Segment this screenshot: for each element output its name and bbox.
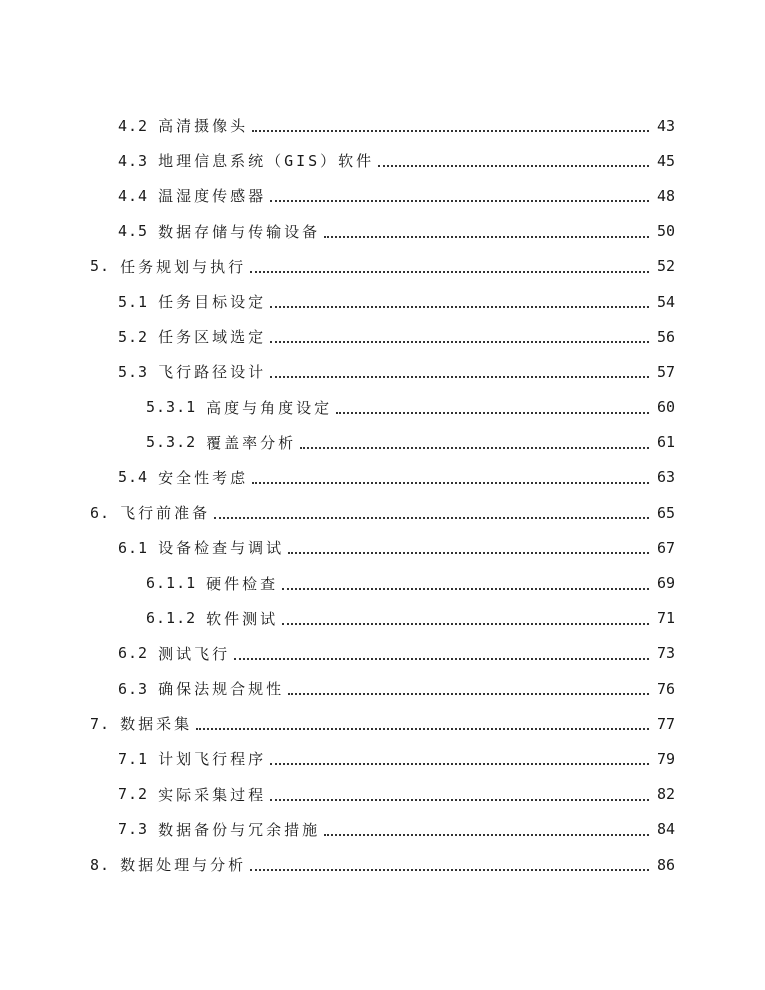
dot-leader [270,305,649,308]
toc-entry-title: 任务规划与执行 [120,257,247,276]
toc-entry-title: 确保法规合规性 [158,680,285,699]
dot-leader [234,657,649,660]
toc-entry[interactable] [0,354,765,389]
toc-entry[interactable] [0,671,765,706]
toc-entry[interactable] [0,460,765,495]
dot-leader [288,692,649,695]
toc-entry-number: 4.2 [118,116,149,135]
toc-entry[interactable] [0,425,765,460]
toc-entry-page: 56 [656,327,675,346]
dot-leader [270,199,649,202]
toc-entry-number: 6.2 [118,644,149,663]
toc-entry[interactable] [0,636,765,671]
toc-entry-page: 54 [656,292,675,311]
table-of-contents [0,108,765,882]
toc-entry-page: 86 [656,855,675,874]
toc-entry-page: 77 [656,714,675,733]
toc-entry-number: 6.1 [118,538,149,557]
toc-entry-number: 4.5 [118,222,149,241]
toc-entry-title: 任务区域选定 [158,328,267,347]
toc-entry-title: 数据备份与冗余措施 [158,820,321,839]
toc-entry-page: 50 [656,222,675,241]
toc-entry-page: 69 [656,574,675,593]
toc-entry-title: 地理信息系统（GIS）软件 [158,152,375,171]
toc-entry-number: 5.3 [118,362,149,381]
toc-entry-number: 5.3.1 [146,398,197,417]
toc-entry-title: 硬件检查 [206,574,279,593]
toc-entry[interactable] [0,741,765,776]
dot-leader [300,446,649,449]
toc-entry-title: 任务目标设定 [158,293,267,312]
dot-leader [270,340,649,343]
toc-entry-title: 测试飞行 [158,644,231,663]
toc-entry[interactable] [0,565,765,600]
toc-entry[interactable] [0,777,765,812]
toc-entry-page: 67 [656,538,675,557]
dot-leader [282,587,649,590]
dot-leader [214,516,649,519]
toc-entry-number: 7.1 [118,749,149,768]
toc-entry-page: 48 [656,186,675,205]
dot-leader [282,622,649,625]
toc-entry-number: 5.4 [118,468,149,487]
toc-entry-number: 6.1.1 [146,574,197,593]
toc-entry-title: 飞行路径设计 [158,363,267,382]
dot-leader [378,164,649,167]
toc-entry-page: 82 [656,785,675,804]
toc-entry-title: 软件测试 [206,609,279,628]
toc-entry-title: 数据处理与分析 [120,856,247,875]
toc-entry-title: 数据存储与传输设备 [158,222,321,241]
dot-leader [288,551,649,554]
toc-entry-number: 5.2 [118,327,149,346]
toc-entry-page: 63 [656,468,675,487]
toc-entry-page: 71 [656,609,675,628]
dot-leader [270,798,649,801]
toc-entry-number: 6.3 [118,679,149,698]
toc-entry-number: 7.3 [118,820,149,839]
toc-entry-number: 5.1 [118,292,149,311]
toc-entry-page: 45 [656,151,675,170]
toc-entry[interactable] [0,178,765,213]
toc-entry-number: 8. [90,855,111,874]
toc-entry[interactable] [0,706,765,741]
dot-leader [252,481,649,484]
toc-entry[interactable] [0,319,765,354]
toc-entry-title: 高度与角度设定 [206,398,333,417]
dot-leader [270,375,649,378]
toc-entry[interactable] [0,284,765,319]
toc-entry-title: 温湿度传感器 [158,187,267,206]
dot-leader [250,270,649,273]
toc-entry[interactable] [0,530,765,565]
toc-entry-page: 52 [656,257,675,276]
toc-entry-page: 76 [656,679,675,698]
toc-entry-title: 实际采集过程 [158,785,267,804]
toc-entry[interactable] [0,495,765,530]
dot-leader [252,129,649,132]
toc-entry-title: 计划飞行程序 [158,750,267,769]
toc-entry-number: 4.4 [118,186,149,205]
toc-entry-page: 79 [656,749,675,768]
toc-entry-number: 4.3 [118,151,149,170]
toc-entry[interactable] [0,601,765,636]
toc-entry-title: 设备检查与调试 [158,539,285,558]
toc-entry-number: 5.3.2 [146,433,197,452]
toc-entry-title: 覆盖率分析 [206,433,297,452]
toc-entry-page: 73 [656,644,675,663]
toc-entry-number: 5. [90,257,111,276]
toc-entry-page: 61 [656,433,675,452]
toc-entry-page: 43 [656,116,675,135]
toc-entry[interactable] [0,390,765,425]
toc-entry-page: 57 [656,362,675,381]
toc-entry-page: 65 [656,503,675,522]
toc-entry-page: 84 [656,820,675,839]
toc-entry-number: 7. [90,714,111,733]
toc-entry-page: 60 [656,398,675,417]
toc-entry-title: 数据采集 [120,715,193,734]
dot-leader [336,411,649,414]
toc-entry[interactable] [0,812,765,847]
toc-entry-number: 6.1.2 [146,609,197,628]
toc-entry-number: 6. [90,503,111,522]
toc-entry[interactable] [0,108,765,143]
dot-leader [196,727,649,730]
toc-entry-title: 高清摄像头 [158,117,249,136]
dot-leader [250,868,649,871]
toc-entry-title: 飞行前准备 [120,504,211,523]
dot-leader [270,762,649,765]
dot-leader [324,833,649,836]
toc-entry[interactable] [0,143,765,178]
toc-entry[interactable] [0,214,765,249]
toc-entry-title: 安全性考虑 [158,468,249,487]
dot-leader [324,235,649,238]
toc-entry[interactable] [0,847,765,882]
toc-entry[interactable] [0,249,765,284]
toc-entry-number: 7.2 [118,785,149,804]
